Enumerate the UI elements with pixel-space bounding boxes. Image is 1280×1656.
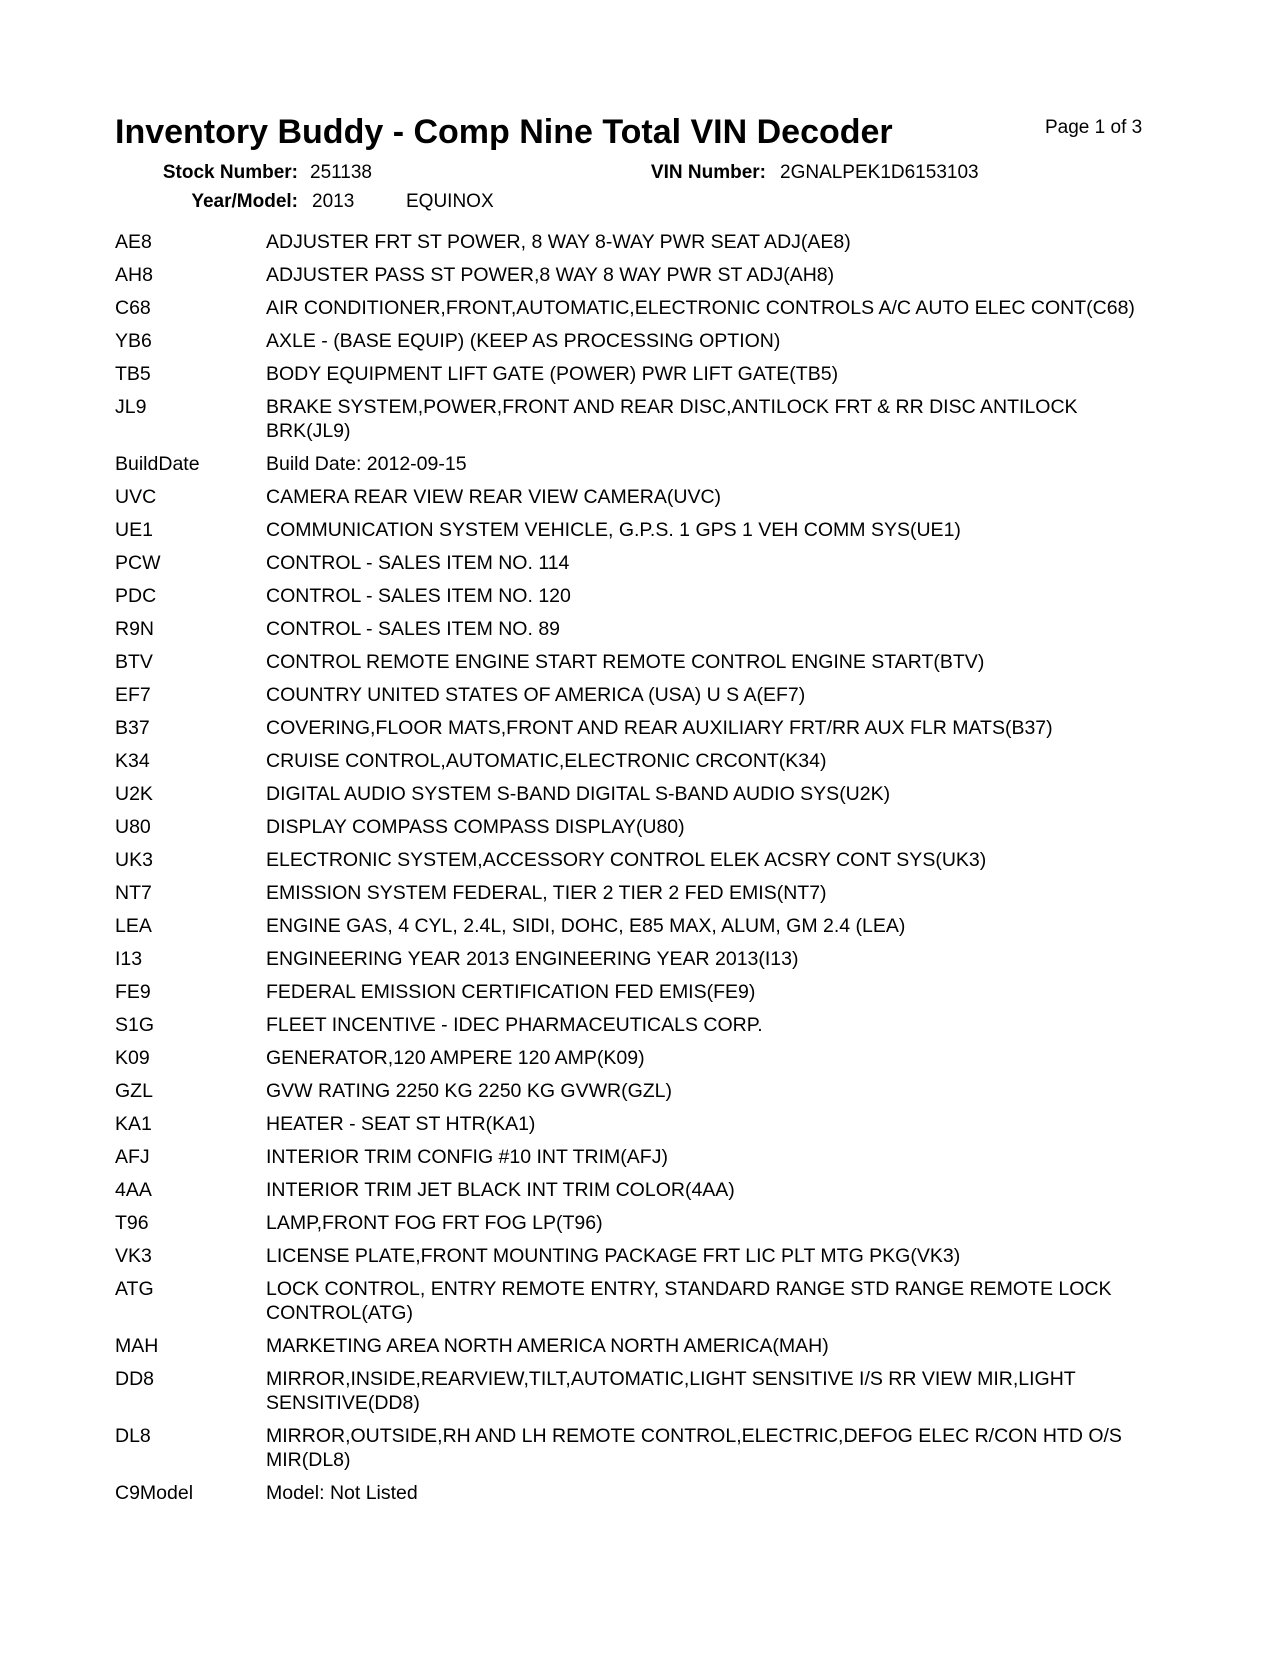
option-code: C68 xyxy=(115,297,151,319)
option-description: CONTROL REMOTE ENGINE START REMOTE CONTROL ENGINE START(BTV) xyxy=(266,651,985,673)
option-description: COUNTRY UNITED STATES OF AMERICA (USA) U S A(EF7) xyxy=(266,684,806,706)
option-description: Build Date: 2012-09-15 xyxy=(266,453,467,475)
option-description: GVW RATING 2250 KG 2250 KG GVWR(GZL) xyxy=(266,1080,672,1102)
option-row xyxy=(115,452,1155,476)
option-code: PCW xyxy=(115,552,161,574)
option-row xyxy=(115,1211,1155,1235)
option-code: YB6 xyxy=(115,330,152,352)
option-code: FE9 xyxy=(115,981,151,1003)
option-description: MARKETING AREA NORTH AMERICA NORTH AMERICA(MAH) xyxy=(266,1335,829,1357)
model-value: EQUINOX xyxy=(406,191,494,212)
option-code: K09 xyxy=(115,1047,150,1069)
option-code: UE1 xyxy=(115,519,153,541)
option-description: DISPLAY COMPASS COMPASS DISPLAY(U80) xyxy=(266,816,685,838)
option-description: AIR CONDITIONER,FRONT,AUTOMATIC,ELECTRONIC CONTROLS A/C AUTO ELEC CONT(C68) xyxy=(266,297,1135,319)
option-description: INTERIOR TRIM CONFIG #10 INT TRIM(AFJ) xyxy=(266,1146,668,1168)
option-code: AH8 xyxy=(115,264,153,286)
option-description: EMISSION SYSTEM FEDERAL, TIER 2 TIER 2 FED EMIS(NT7) xyxy=(266,882,827,904)
option-row xyxy=(115,1079,1155,1103)
option-description: ADJUSTER FRT ST POWER, 8 WAY 8-WAY PWR SEAT ADJ(AE8) xyxy=(266,231,851,253)
option-row xyxy=(115,914,1155,938)
option-code: UVC xyxy=(115,486,157,508)
option-code: UK3 xyxy=(115,849,153,871)
option-description: ENGINEERING YEAR 2013 ENGINEERING YEAR 2013(I13) xyxy=(266,948,799,970)
option-code: TB5 xyxy=(115,363,151,385)
option-description: MIRROR,INSIDE,REARVIEW,TILT,AUTOMATIC,LIGHT SENSITIVE I/S RR VIEW MIR,LIGHT SENSITIVE(DD8) xyxy=(266,1368,1076,1414)
option-description: LOCK CONTROL, ENTRY REMOTE ENTRY, STANDARD RANGE STD RANGE REMOTE LOCK CONTROL(ATG) xyxy=(266,1278,1112,1324)
option-row xyxy=(115,329,1155,353)
option-code: U80 xyxy=(115,816,151,838)
option-description: LICENSE PLATE,FRONT MOUNTING PACKAGE FRT LIC PLT MTG PKG(VK3) xyxy=(266,1245,961,1267)
option-code: VK3 xyxy=(115,1245,152,1267)
year-model-label: Year/Model: xyxy=(191,191,298,212)
option-code: DD8 xyxy=(115,1368,155,1390)
option-code: BuildDate xyxy=(115,453,200,475)
option-description: COMMUNICATION SYSTEM VEHICLE, G.P.S. 1 GPS 1 VEH COMM SYS(UE1) xyxy=(266,519,961,541)
option-code: R9N xyxy=(115,618,155,640)
vin-number-value: 2GNALPEK1D6153103 xyxy=(780,162,979,183)
option-description: CONTROL - SALES ITEM NO. 114 xyxy=(266,552,570,574)
option-description: Model: Not Listed xyxy=(266,1482,418,1504)
option-row xyxy=(115,1046,1155,1070)
option-row xyxy=(115,650,1155,674)
option-code: U2K xyxy=(115,783,153,805)
stock-number-value: 251138 xyxy=(310,162,372,183)
option-code: GZL xyxy=(115,1080,153,1102)
option-row xyxy=(115,485,1155,509)
page-number: Page 1 of 3 xyxy=(1045,117,1143,138)
option-code: EF7 xyxy=(115,684,151,706)
option-code: NT7 xyxy=(115,882,152,904)
option-row xyxy=(115,1481,1155,1505)
option-description: GENERATOR,120 AMPERE 120 AMP(K09) xyxy=(266,1047,645,1069)
option-description: COVERING,FLOOR MATS,FRONT AND REAR AUXILIARY FRT/RR AUX FLR MATS(B37) xyxy=(266,717,1053,739)
option-row xyxy=(115,551,1155,575)
option-row xyxy=(115,362,1155,386)
option-list xyxy=(115,230,1155,1514)
option-description: CAMERA REAR VIEW REAR VIEW CAMERA(UVC) xyxy=(266,486,722,508)
option-row xyxy=(115,1334,1155,1358)
option-description: AXLE - (BASE EQUIP) (KEEP AS PROCESSING OPTION) xyxy=(266,330,781,352)
option-row xyxy=(115,617,1155,641)
option-row xyxy=(115,263,1155,287)
option-description: MIRROR,OUTSIDE,RH AND LH REMOTE CONTROL,ELECTRIC,DEFOG ELEC R/CON HTD O/S MIR(DL8) xyxy=(266,1425,1122,1471)
option-row xyxy=(115,782,1155,806)
vin-number-label: VIN Number: xyxy=(650,162,766,183)
option-code: JL9 xyxy=(115,396,147,418)
option-description: ADJUSTER PASS ST POWER,8 WAY 8 WAY PWR ST ADJ(AH8) xyxy=(266,264,835,286)
year-value: 2013 xyxy=(312,191,355,212)
option-code: 4AA xyxy=(115,1179,152,1201)
option-row xyxy=(115,1424,1155,1472)
option-code: AFJ xyxy=(115,1146,150,1168)
option-code: ATG xyxy=(115,1278,154,1300)
option-code: KA1 xyxy=(115,1113,152,1135)
option-row xyxy=(115,716,1155,740)
page-title: Inventory Buddy - Comp Nine Total VIN Decoder xyxy=(115,113,893,151)
option-row xyxy=(115,815,1155,839)
option-code: B37 xyxy=(115,717,150,739)
option-row xyxy=(115,881,1155,905)
option-row xyxy=(115,848,1155,872)
option-code: BTV xyxy=(115,651,153,673)
option-description: BRAKE SYSTEM,POWER,FRONT AND REAR DISC,ANTILOCK FRT & RR DISC ANTILOCK BRK(JL9) xyxy=(266,396,1078,442)
option-row xyxy=(115,1112,1155,1136)
option-row xyxy=(115,1277,1155,1325)
option-row xyxy=(115,395,1155,443)
option-row xyxy=(115,1013,1155,1037)
option-row xyxy=(115,1145,1155,1169)
option-description: ELECTRONIC SYSTEM,ACCESSORY CONTROL ELEK ACSRY CONT SYS(UK3) xyxy=(266,849,987,871)
option-description: ENGINE GAS, 4 CYL, 2.4L, SIDI, DOHC, E85 MAX, ALUM, GM 2.4 (LEA) xyxy=(266,915,906,937)
option-row xyxy=(115,230,1155,254)
option-code: PDC xyxy=(115,585,157,607)
option-code: DL8 xyxy=(115,1425,151,1447)
option-code: MAH xyxy=(115,1335,159,1357)
option-row xyxy=(115,584,1155,608)
option-code: AE8 xyxy=(115,231,152,253)
option-row xyxy=(115,980,1155,1004)
option-code: LEA xyxy=(115,915,152,937)
option-description: CONTROL - SALES ITEM NO. 120 xyxy=(266,585,571,607)
option-row xyxy=(115,947,1155,971)
option-row xyxy=(115,296,1155,320)
option-description: CRUISE CONTROL,AUTOMATIC,ELECTRONIC CRCONT(K34) xyxy=(266,750,827,772)
option-row xyxy=(115,1244,1155,1268)
option-row xyxy=(115,683,1155,707)
option-code: C9Model xyxy=(115,1482,194,1504)
option-description: LAMP,FRONT FOG FRT FOG LP(T96) xyxy=(266,1212,603,1234)
option-row xyxy=(115,1367,1155,1415)
stock-number-label: Stock Number: xyxy=(162,162,298,183)
option-description: CONTROL - SALES ITEM NO. 89 xyxy=(266,618,561,640)
option-code: I13 xyxy=(115,948,143,970)
option-description: DIGITAL AUDIO SYSTEM S-BAND DIGITAL S-BAND AUDIO SYS(U2K) xyxy=(266,783,891,805)
option-row xyxy=(115,518,1155,542)
option-row xyxy=(115,749,1155,773)
option-description: FLEET INCENTIVE - IDEC PHARMACEUTICALS CORP. xyxy=(266,1014,763,1036)
option-description: HEATER - SEAT ST HTR(KA1) xyxy=(266,1113,536,1135)
option-code: T96 xyxy=(115,1212,149,1234)
option-description: FEDERAL EMISSION CERTIFICATION FED EMIS(FE9) xyxy=(266,981,756,1003)
option-code: S1G xyxy=(115,1014,155,1036)
option-description: INTERIOR TRIM JET BLACK INT TRIM COLOR(4AA) xyxy=(266,1179,735,1201)
option-code: K34 xyxy=(115,750,150,772)
option-row xyxy=(115,1178,1155,1202)
option-description: BODY EQUIPMENT LIFT GATE (POWER) PWR LIFT GATE(TB5) xyxy=(266,363,839,385)
